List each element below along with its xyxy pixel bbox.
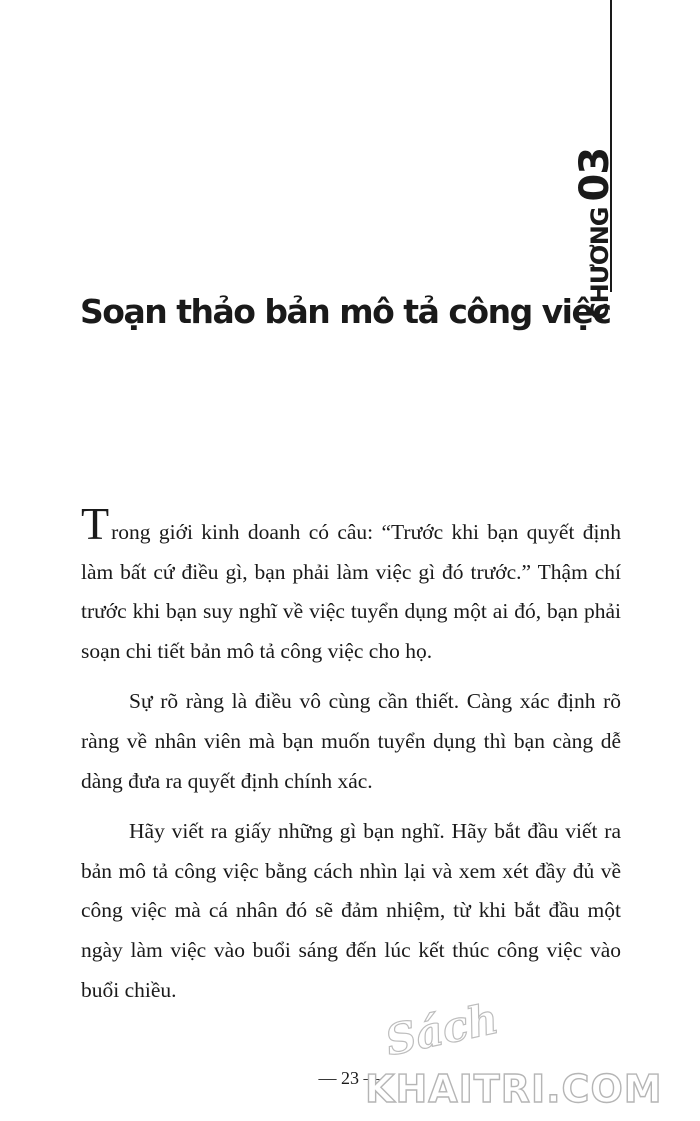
watermark-script: Sách <box>381 993 503 1066</box>
watermark-logo <box>365 993 695 1120</box>
paragraph-1 <box>81 498 621 671</box>
paragraph-3: Hãy viết ra giấy những gì bạn nghĩ. Hãy bắt đầu viết ra bản mô tả công việc bằng cách nhìn lại và xem xét đầy đủ về công việc mà cá nhân đó sẽ đảm nhiệm, từ khi bắt đầu một ngày làm việc vào buổi sáng đến lúc kết thúc công việc vào buổi chiều. <box>81 819 621 1002</box>
paragraph-2: Sự rõ ràng là điều vô cùng cần thiết. Càng xác định rõ ràng về nhân viên mà bạn muốn tuyển dụng thì bạn càng dễ dàng đưa ra quyết định chính xác. <box>81 689 621 793</box>
page-number: — 23 — <box>318 1068 382 1088</box>
drop-cap: T <box>81 498 110 549</box>
chapter-title: Soạn thảo bản mô tả công việc <box>80 292 611 331</box>
body-text <box>81 498 621 1021</box>
chapter-number: 03 <box>572 147 618 202</box>
paragraph-1-text: rong giới kinh doanh có câu: “Trước khi bạn quyết định làm bất cứ điều gì, bạn phải làm việc gì đó trước.” Thậm chí trước khi bạn suy nghĩ về việc tuyển dụng một ai đó, bạn phải soạn chi tiết bản mô tả công việc cho họ. <box>81 520 621 663</box>
watermark-brand: KHAITRI.COM <box>365 1067 663 1111</box>
chapter-word: CHƯƠNG <box>586 207 614 320</box>
